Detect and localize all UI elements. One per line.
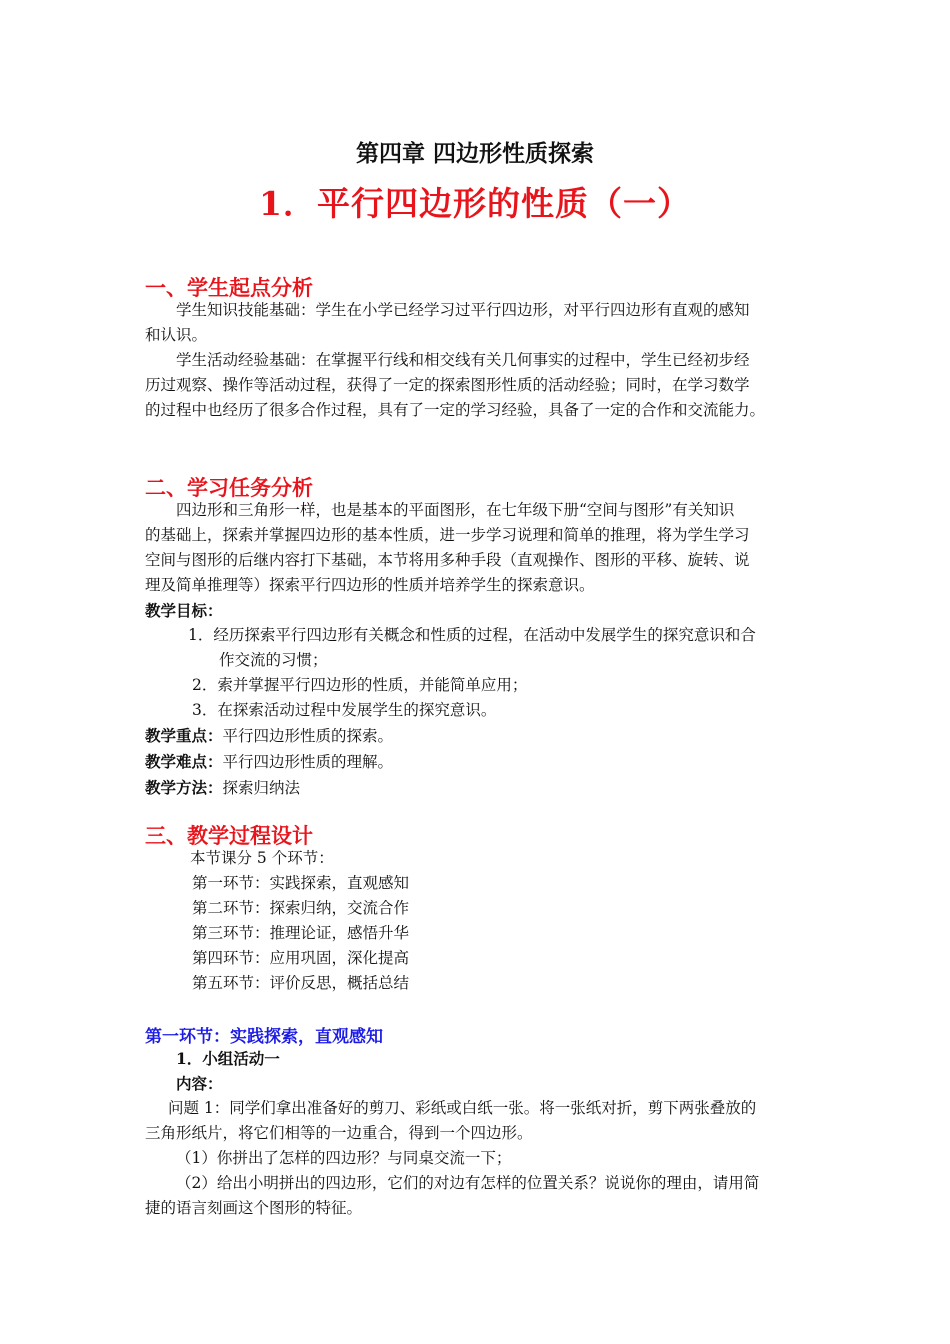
section1-p1-line1: 学生知识技能基础：学生在小学已经学习过平行四边形，对平行四边形有直观的感知 xyxy=(176,301,750,319)
section1-p2-line3: 的过程中也经历了很多合作过程，具有了一定的学习经验，具备了一定的合作和交流能力。 xyxy=(145,401,766,419)
section1-body xyxy=(145,298,765,423)
teaching-difficulty-text: 平行四边形性质的理解。 xyxy=(222,753,394,771)
process-step-4: 第四环节：应用巩固，深化提高 xyxy=(192,949,410,967)
teaching-goals-label: 教学目标： xyxy=(145,601,223,620)
process-step-3: 第三环节：推理论证，感悟升华 xyxy=(192,924,410,942)
section3-body xyxy=(190,846,409,996)
subsection1-heading: 第一环节：实践探索，直观感知 xyxy=(145,1027,383,1047)
section2-p1-line3: 空间与图形的后继内容打下基础，本节将用多种手段（直观操作、图形的平移、旋转、说 xyxy=(145,551,750,569)
content-label: 内容： xyxy=(176,1074,223,1093)
teaching-difficulty-label: 教学难点： xyxy=(145,752,223,771)
question1-part2-line1: （2）给出小明拼出的四边形，它们的对边有怎样的位置关系？说说你的理由，请用简 xyxy=(176,1174,760,1192)
teaching-key-text: 平行四边形性质的探索。 xyxy=(222,727,394,745)
section2-heading: 二、学习任务分析 xyxy=(145,475,313,500)
question1-part1: （1）你拼出了怎样的四边形？与同桌交流一下； xyxy=(176,1149,512,1167)
process-step-1: 第一环节：实践探索，直观感知 xyxy=(192,874,410,892)
section1-p2-line2: 历过观察、操作等活动过程，获得了一定的探索图形性质的活动经验；同时，在学习数学 xyxy=(145,376,750,394)
question1-line1: 问题 1：同学们拿出准备好的剪刀、彩纸或白纸一张。将一张纸对折，剪下两张叠放的 xyxy=(168,1099,757,1117)
teaching-difficulty xyxy=(145,749,756,775)
goal-1-line2: 作交流的习惯； xyxy=(219,651,328,669)
group-activity-1: 1．小组活动一 xyxy=(176,1049,280,1068)
goal-3: 3．在探索活动过程中发展学生的探究意识。 xyxy=(192,701,497,719)
section3-heading: 三、教学过程设计 xyxy=(145,823,313,848)
lesson-title: 1．平行四边形的性质（一） xyxy=(259,184,691,223)
teaching-method-text: 探索归纳法 xyxy=(222,779,301,797)
teaching-method xyxy=(145,775,756,801)
section2-p1-line4: 理及简单推理等）探索平行四边形的性质并培养学生的探索意识。 xyxy=(145,576,595,594)
teaching-key-label: 教学重点： xyxy=(145,726,223,745)
subsection1-body xyxy=(145,1046,759,1221)
teaching-method-label: 教学方法： xyxy=(145,778,223,797)
question1-line2: 三角形纸片，将它们相等的一边重合，得到一个四边形。 xyxy=(145,1124,533,1142)
section3-intro: 本节课分 5 个环节： xyxy=(190,849,334,867)
chapter-title: 第四章 四边形性质探索 xyxy=(355,140,594,167)
section1-p2-line1: 学生活动经验基础：在掌握平行线和相交线有关几何事实的过程中，学生已经初步经 xyxy=(176,351,750,369)
teaching-key-point xyxy=(145,723,756,749)
goal-1-line1: 1．经历探索平行四边形有关概念和性质的过程，在活动中发展学生的探究意识和合 xyxy=(188,626,756,644)
process-step-2: 第二环节：探索归纳，交流合作 xyxy=(192,899,410,917)
section2-p1-line2: 的基础上，探索并掌握四边形的基本性质，进一步学习说理和简单的推理，将为学生学习 xyxy=(145,526,750,544)
section1-heading: 一、学生起点分析 xyxy=(145,275,313,300)
section1-p1-line2: 和认识。 xyxy=(145,326,208,344)
goal-2: 2．索并掌握平行四边形的性质，并能简单应用； xyxy=(192,676,528,694)
process-step-5: 第五环节：评价反思，概括总结 xyxy=(192,974,410,992)
section2-p1-line1: 四边形和三角形一样，也是基本的平面图形，在七年级下册“空间与图形”有关知识 xyxy=(176,501,735,519)
question1-part2-line2: 捷的语言刻画这个图形的特征。 xyxy=(145,1199,363,1217)
section2-body xyxy=(145,498,756,801)
